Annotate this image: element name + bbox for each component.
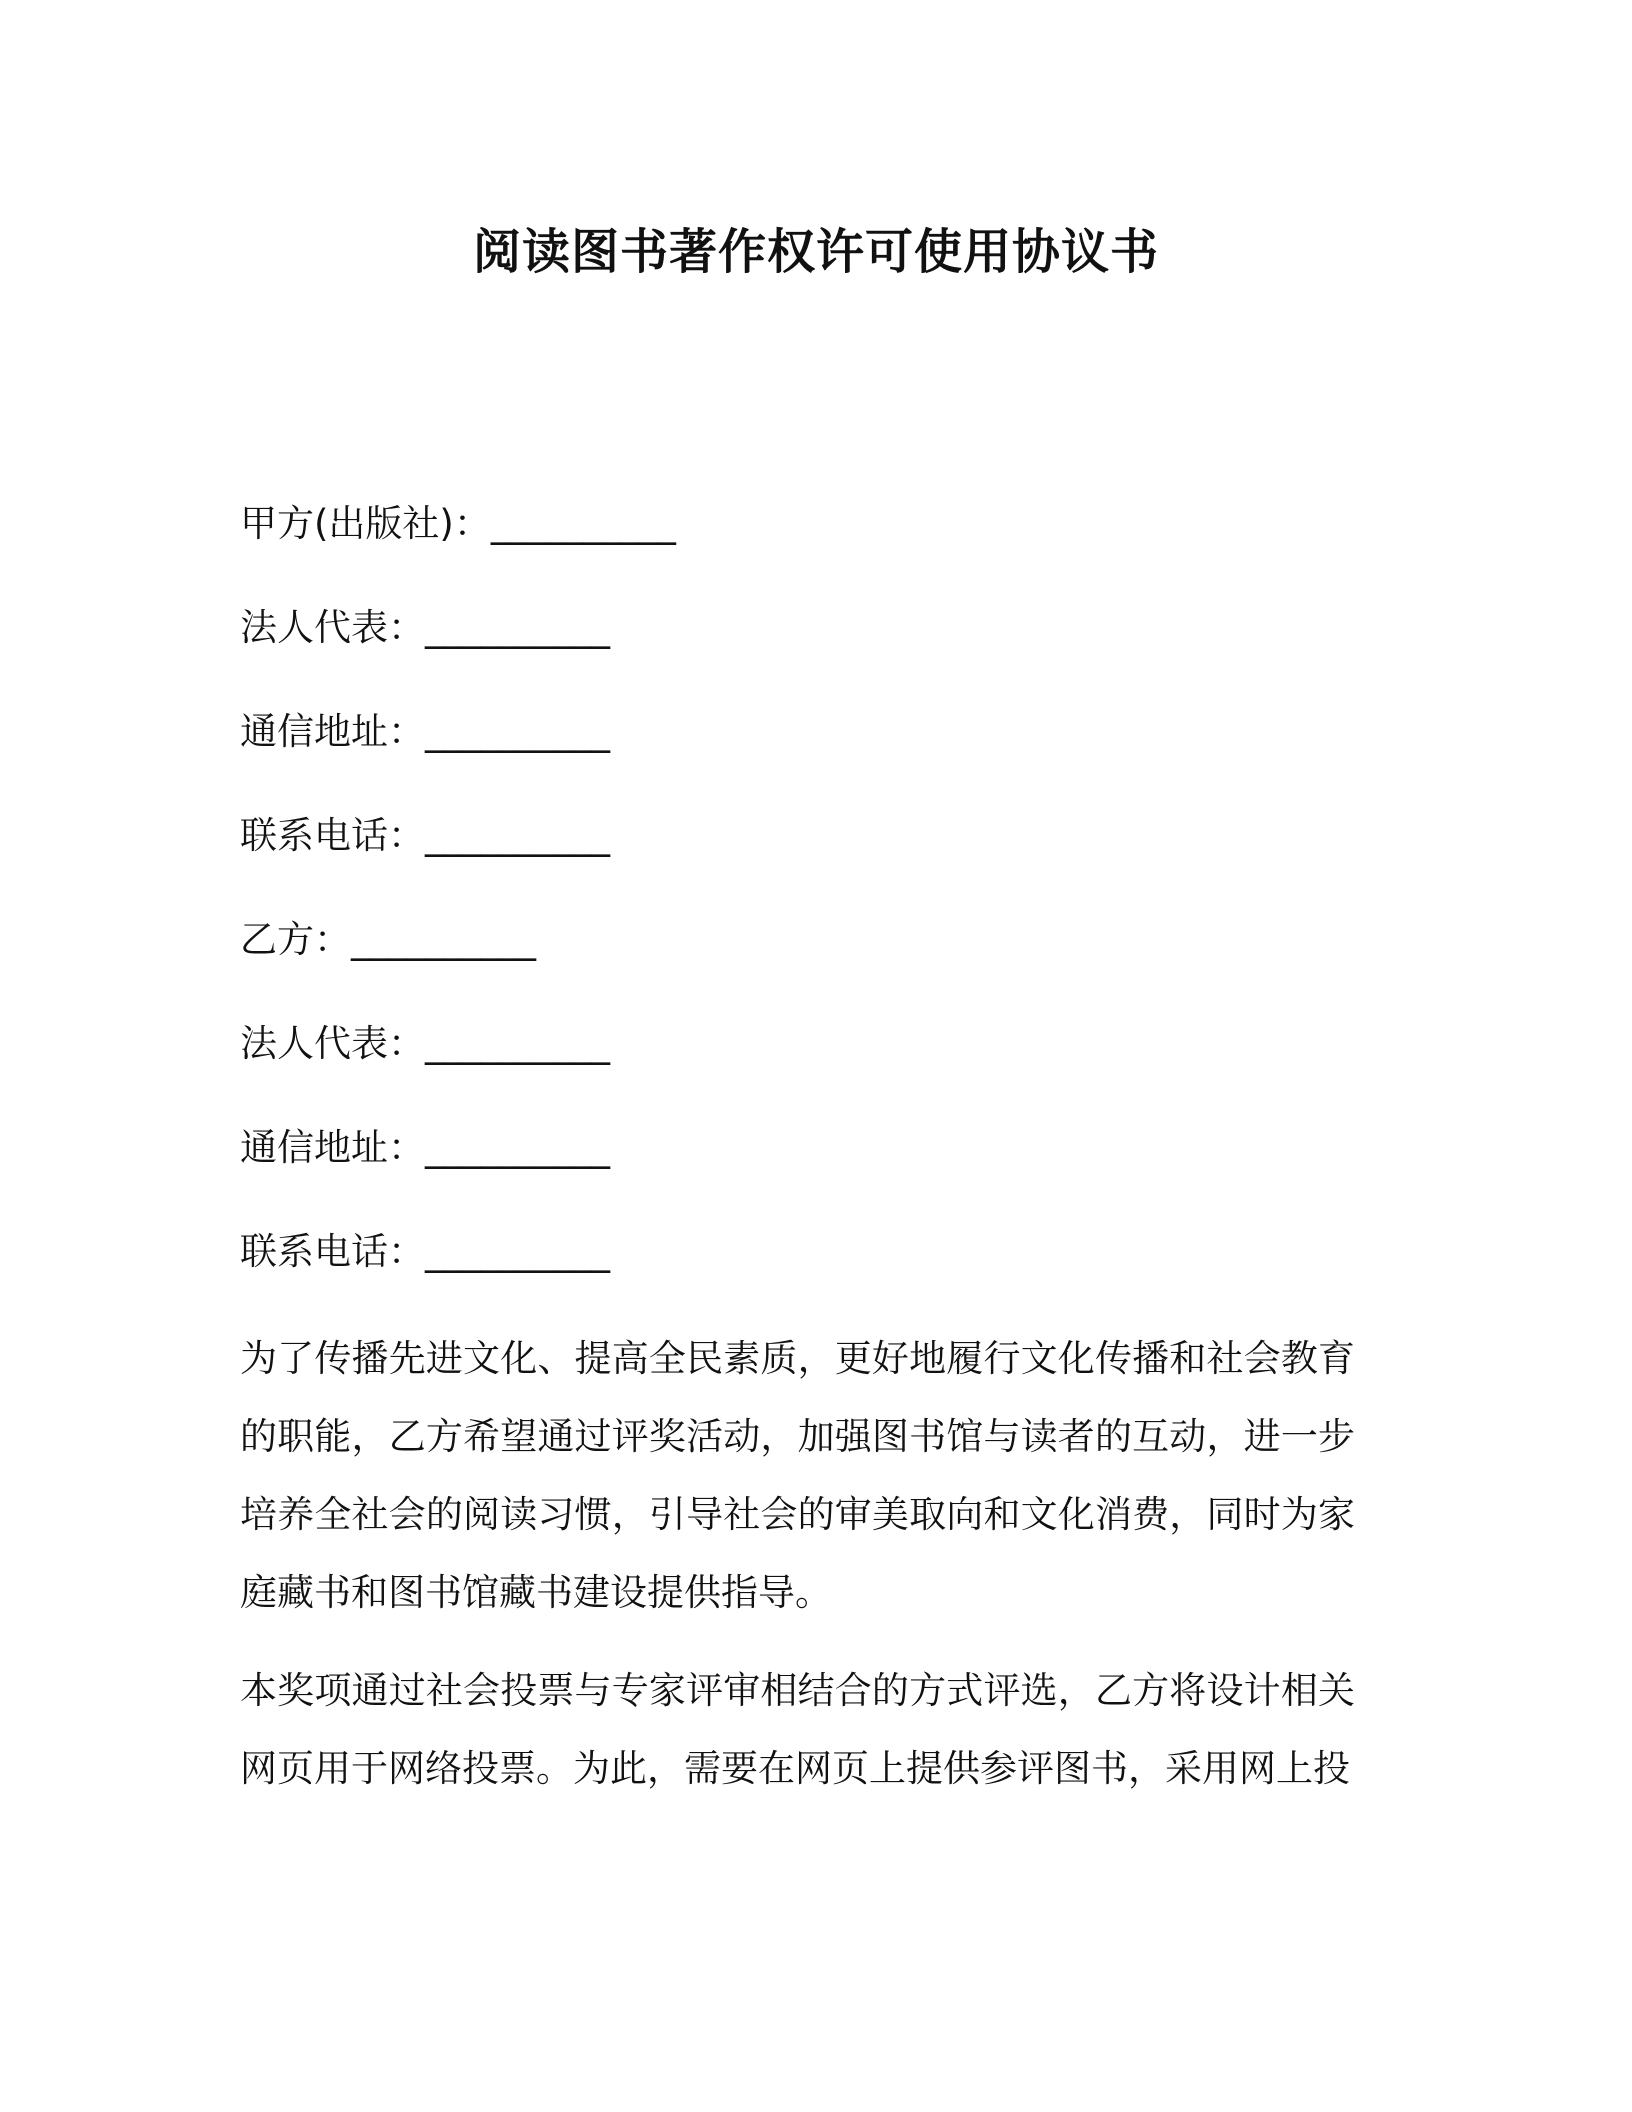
document-title: 阅读图书著作权许可使用协议书 [472,224,1159,280]
party-b-address-field: 通信地址：__________ [240,1126,610,1169]
party-a-publisher-field: 甲方(出版社)：__________ [240,502,676,545]
party-b-field: 乙方：__________ [240,918,536,961]
party-info-fields [240,494,1390,1326]
paragraph: 本奖项通过社会投票与专家评审相结合的方式评选，乙方将设计相关网页用于网络投票。为此，需要在网页上提供参评图书，采用网上投 [240,1669,1355,1790]
party-a-address-field: 通信地址：__________ [240,710,610,753]
paragraph: 为了传播先进文化、提高全民素质，更好地履行文化传播和社会教育的职能，乙方希望通过评奖活动，加强图书馆与读者的互动，进一步培养全社会的阅读习惯，引导社会的审美取向和文化消费，同时为家庭藏书和图书馆藏书建设提供指导。 [240,1337,1355,1614]
party-a-phone-field: 联系电话：__________ [240,814,610,857]
party-a-legal-rep-field: 法人代表：__________ [240,606,610,649]
body-text [240,1320,1355,1828]
party-b-phone-field: 联系电话：__________ [240,1230,610,1273]
party-b-legal-rep-field: 法人代表：__________ [240,1022,610,1065]
